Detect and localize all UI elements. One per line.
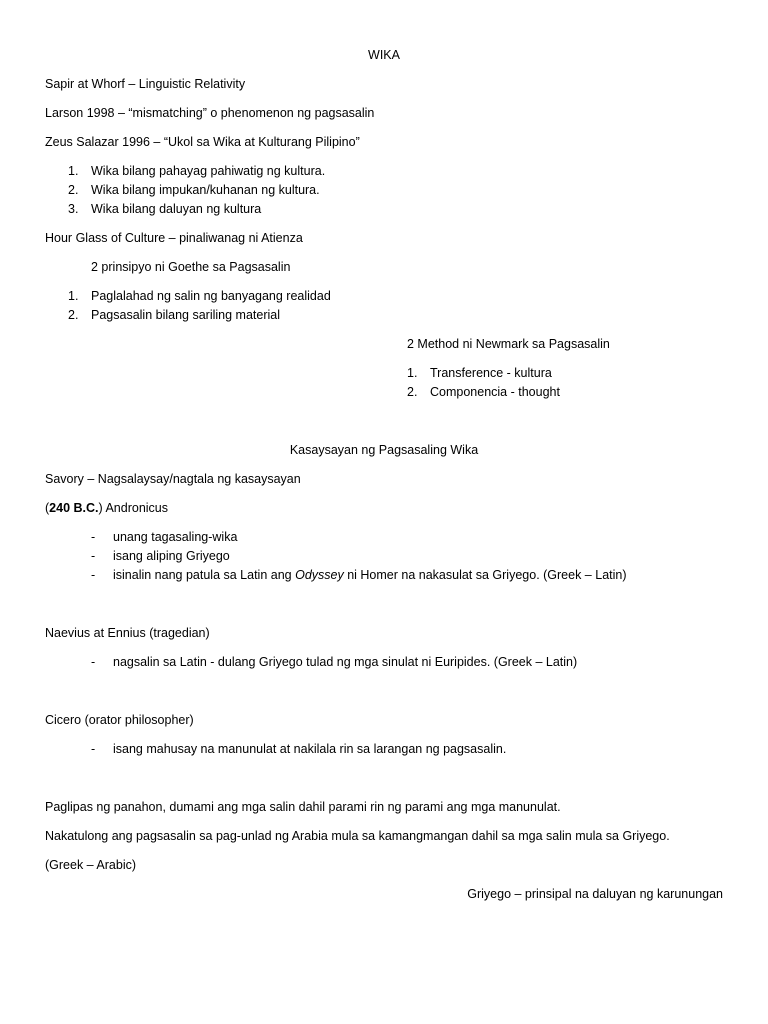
goethe-heading: 2 prinsipyo ni Goethe sa Pagsasalin	[91, 260, 291, 274]
list-item: Transference - kultura	[430, 366, 552, 380]
list-item: Wika bilang impukan/kuhanan ng kultura.	[91, 183, 320, 197]
list-item: Componencia - thought	[430, 385, 560, 399]
list-item: Wika bilang pahayag pahiwatig ng kultura.	[91, 164, 326, 178]
odyssey-title: Odyssey	[295, 568, 344, 582]
andronicus-line	[45, 500, 168, 516]
list-number: 2.	[68, 183, 79, 197]
dash-bullet: -	[91, 530, 96, 544]
list-number: 1.	[407, 366, 418, 380]
arabia-paragraph: Nakatulong ang pagsasalin sa pag-unlad ng Arabia mula sa kamangmangan dahil sa mga salin mula sa Griyego.	[45, 829, 670, 843]
dash-bullet: -	[91, 568, 96, 582]
item-text-before: isinalin nang patula sa Latin ang	[113, 568, 296, 582]
list-item: nagsalin sa Latin - dulang Griyego tulad ng mga sinulat ni Euripides. (Greek – Latin)	[113, 655, 578, 669]
intro-line-sapir: Sapir at Whorf – Linguistic Relativity	[45, 77, 246, 91]
list-item: unang tagasaling-wika	[113, 530, 238, 544]
list-item: Paglalahad ng salin ng banyagang realidad	[91, 289, 331, 303]
list-number: 2.	[407, 385, 418, 399]
intro-line-salazar: Zeus Salazar 1996 – “Ukol sa Wika at Kulturang Pilipino”	[45, 135, 360, 149]
andronicus-date: 240 B.C.	[49, 501, 99, 515]
paren-open: (	[45, 501, 50, 515]
cicero-line: Cicero (orator philosopher)	[45, 713, 194, 727]
dash-bullet: -	[91, 549, 96, 563]
item-text-after: ni Homer na nakasulat sa Griyego. (Greek – Latin)	[343, 568, 627, 582]
savory-line: Savory – Nagsalaysay/nagtala ng kasaysayan	[45, 472, 301, 486]
newmark-heading: 2 Method ni Newmark sa Pagsasalin	[407, 337, 610, 351]
paren-close: )	[98, 501, 103, 515]
list-number: 3.	[68, 202, 79, 216]
naevius-line: Naevius at Ennius (tragedian)	[45, 626, 210, 640]
paglipas-paragraph: Paglipas ng panahon, dumami ang mga salin dahil parami rin ng parami ang mga manunulat.	[45, 800, 561, 814]
list-item	[113, 567, 627, 583]
hourglass-line: Hour Glass of Culture – pinaliwanag ni Atienza	[45, 231, 303, 245]
greek-arabic-line: (Greek – Arabic)	[45, 858, 137, 872]
list-number: 1.	[68, 164, 79, 178]
list-number: 2.	[68, 308, 79, 322]
history-heading: Kasaysayan ng Pagsasaling Wika	[289, 443, 479, 457]
dash-bullet: -	[91, 655, 96, 669]
list-number: 1.	[68, 289, 79, 303]
andronicus-name: Andronicus	[102, 501, 169, 515]
list-item: isang mahusay na manunulat at nakilala rin sa larangan ng pagsasalin.	[113, 742, 507, 756]
dash-bullet: -	[91, 742, 96, 756]
list-item: isang aliping Griyego	[113, 549, 230, 563]
document-title: WIKA	[368, 48, 400, 62]
griyego-line: Griyego – prinsipal na daluyan ng karunungan	[467, 887, 723, 901]
intro-line-larson: Larson 1998 – “mismatching” o phenomenon ng pagsasalin	[45, 106, 375, 120]
list-item: Pagsasalin bilang sariling material	[91, 308, 280, 322]
list-item: Wika bilang daluyan ng kultura	[91, 202, 262, 216]
